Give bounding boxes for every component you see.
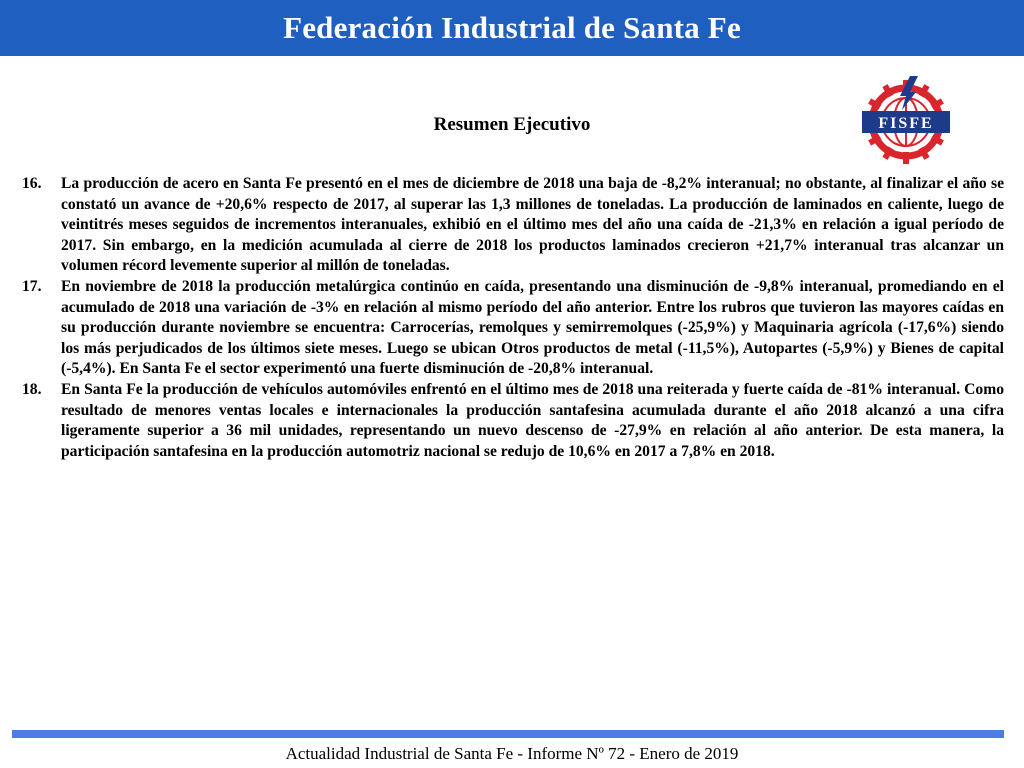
item-text: En Santa Fe la producción de vehículos automóviles enfrentó en el último mes de 2018 una reiterada y fuerte caída de -81% interanual. Como resultado de menores ventas locales e internacionales la producción santafesina acumulada durante el año 2018 alcanzó a una cifra ligeramente superior a 36 mil unidades, representando un nuevo descenso de -27,9% en relación al año anterior. De esta manera, la participación santafesina en la producción automotriz nacional se redujo de 10,6% en 2017 a 7,8% en 2018. (61, 380, 1004, 460)
summary-item (22, 174, 1004, 277)
summary-item (22, 380, 1004, 462)
svg-text:FISFE: FISFE (878, 115, 934, 132)
item-text: La producción de acero en Santa Fe presentó en el mes de diciembre de 2018 una baja de -8,2% interanual; no obstante, al finalizar el año se constató un avance de +20,6% respecto de 2017, al superar las 1,3 millones de toneladas. La producción de laminados en caliente, luego de veintitrés meses seguidos de incrementos interanuales, exhibió en el último mes del año una caída de -21,3% en relación a igual período de 2017. Sin embargo, en la medición acumulada al cierre de 2018 los productos laminados crecieron +21,7% interanual tras alcanzar un volumen récord levemente superior al millón de toneladas. (61, 175, 1004, 275)
section-title: Resumen Ejecutivo (433, 114, 591, 135)
footer-divider (12, 730, 1004, 738)
summary-item (22, 277, 1004, 380)
item-number: 18. (22, 380, 42, 398)
page-title: Federación Industrial de Santa Fe (283, 10, 741, 45)
item-text: En noviembre de 2018 la producción metalúrgica continúo en caída, presentando una disminución de -9,8% interanual, promediando en el acumulado de 2018 una variación de -3% en relación al mismo período del año anterior. Entre los rubros que tuvieron las mayores caídas en su producción durante noviembre se encuentra: Carrocerías, remolques y semirremolques (-25,9%) y Maquinaria agrícola (-17,6%) siendo los más perjudicados de los últimos siete meses. Luego se ubican Otros productos de metal (-11,5%), Autopartes (-5,9%) y Bienes de capital (-5,4%). En Santa Fe el sector experimentó una fuerte disminución de -20,8% interanual. (61, 277, 1004, 378)
summary-list (22, 174, 1004, 462)
item-number: 17. (22, 277, 42, 295)
header-banner (0, 0, 1024, 56)
item-number: 16. (22, 175, 42, 192)
footer-text: Actualidad Industrial de Santa Fe - Informe Nº 72 - Enero de 2019 (285, 744, 739, 763)
